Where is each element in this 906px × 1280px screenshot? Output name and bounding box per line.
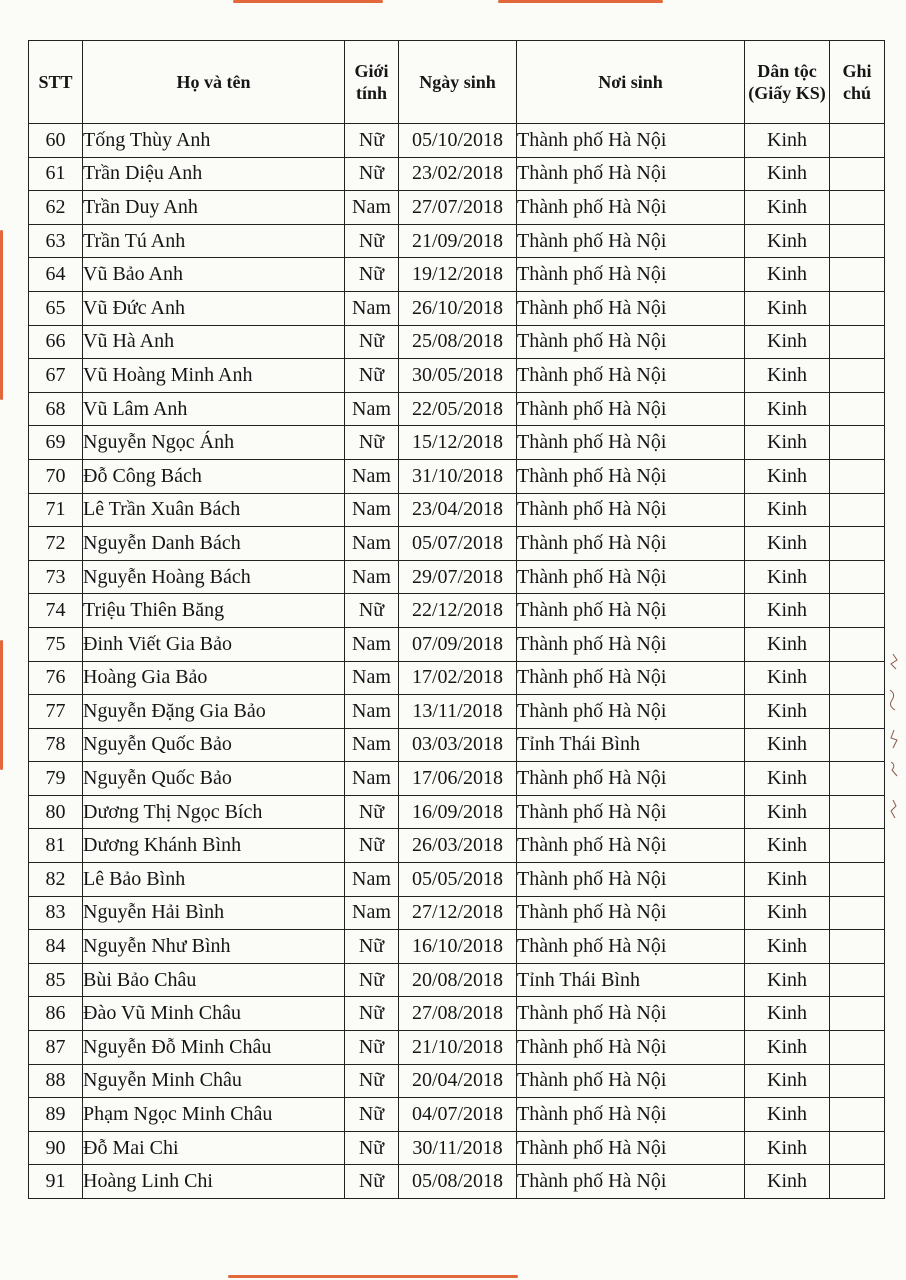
cell-stt: 77 <box>29 695 83 729</box>
table-row <box>29 1165 885 1199</box>
cell-note <box>830 325 885 359</box>
cell-stt: 89 <box>29 1098 83 1132</box>
cell-birthplace: Thành phố Hà Nội <box>517 191 745 225</box>
cell-note <box>830 1064 885 1098</box>
cell-note <box>830 594 885 628</box>
header-name: Họ và tên <box>83 41 345 124</box>
cell-gender: Nữ <box>345 1165 399 1199</box>
cell-dob: 22/05/2018 <box>399 392 517 426</box>
cell-gender: Nam <box>345 527 399 561</box>
cell-ethnicity: Kinh <box>745 157 830 191</box>
cell-gender: Nữ <box>345 795 399 829</box>
cell-dob: 30/11/2018 <box>399 1131 517 1165</box>
cell-gender: Nữ <box>345 829 399 863</box>
cell-name: Đỗ Mai Chi <box>83 1131 345 1165</box>
cell-stt: 68 <box>29 392 83 426</box>
cell-gender: Nữ <box>345 426 399 460</box>
cell-note <box>830 863 885 897</box>
cell-gender: Nữ <box>345 1031 399 1065</box>
cell-birthplace: Thành phố Hà Nội <box>517 426 745 460</box>
header-note: Ghi chú <box>830 41 885 124</box>
cell-name: Nguyễn Ngọc Ánh <box>83 426 345 460</box>
cell-dob: 27/07/2018 <box>399 191 517 225</box>
cell-name: Trần Duy Anh <box>83 191 345 225</box>
cell-name: Vũ Hà Anh <box>83 325 345 359</box>
cell-name: Đào Vũ Minh Châu <box>83 997 345 1031</box>
cell-name: Nguyễn Minh Châu <box>83 1064 345 1098</box>
cell-note <box>830 762 885 796</box>
table-row <box>29 728 885 762</box>
table-row <box>29 661 885 695</box>
cell-birthplace: Thành phố Hà Nội <box>517 762 745 796</box>
cell-dob: 21/09/2018 <box>399 224 517 258</box>
table-header-row <box>29 41 885 124</box>
table-row <box>29 224 885 258</box>
table-row <box>29 527 885 561</box>
cell-birthplace: Thành phố Hà Nội <box>517 1098 745 1132</box>
cell-stt: 73 <box>29 560 83 594</box>
cell-ethnicity: Kinh <box>745 829 830 863</box>
cell-name: Vũ Bảo Anh <box>83 258 345 292</box>
cell-dob: 03/03/2018 <box>399 728 517 762</box>
header-birthplace: Nơi sinh <box>517 41 745 124</box>
cell-name: Nguyễn Quốc Bảo <box>83 762 345 796</box>
table-row <box>29 695 885 729</box>
table-row <box>29 594 885 628</box>
table-row <box>29 1031 885 1065</box>
cell-name: Bùi Bảo Châu <box>83 963 345 997</box>
cell-note <box>830 997 885 1031</box>
cell-name: Nguyễn Quốc Bảo <box>83 728 345 762</box>
cell-birthplace: Thành phố Hà Nội <box>517 359 745 393</box>
cell-gender: Nữ <box>345 594 399 628</box>
table-row <box>29 191 885 225</box>
cell-birthplace: Thành phố Hà Nội <box>517 1131 745 1165</box>
cell-dob: 20/08/2018 <box>399 963 517 997</box>
cell-ethnicity: Kinh <box>745 1131 830 1165</box>
cell-name: Nguyễn Đặng Gia Bảo <box>83 695 345 729</box>
cell-birthplace: Thành phố Hà Nội <box>517 997 745 1031</box>
header-dob: Ngày sinh <box>399 41 517 124</box>
cell-note <box>830 829 885 863</box>
cell-name: Vũ Hoàng Minh Anh <box>83 359 345 393</box>
table-row <box>29 359 885 393</box>
cell-dob: 05/05/2018 <box>399 863 517 897</box>
cell-name: Nguyễn Đỗ Minh Châu <box>83 1031 345 1065</box>
cell-name: Đỗ Công Bách <box>83 459 345 493</box>
cell-gender: Nữ <box>345 1098 399 1132</box>
cell-birthplace: Thành phố Hà Nội <box>517 224 745 258</box>
cell-gender: Nữ <box>345 157 399 191</box>
cell-ethnicity: Kinh <box>745 459 830 493</box>
table-row <box>29 963 885 997</box>
cell-name: Nguyễn Hoàng Bách <box>83 560 345 594</box>
cell-stt: 78 <box>29 728 83 762</box>
page-edge-stripe <box>233 0 383 3</box>
cell-stt: 86 <box>29 997 83 1031</box>
cell-birthplace: Thành phố Hà Nội <box>517 560 745 594</box>
cell-stt: 80 <box>29 795 83 829</box>
cell-gender: Nam <box>345 291 399 325</box>
table-row <box>29 291 885 325</box>
cell-ethnicity: Kinh <box>745 1064 830 1098</box>
cell-dob: 27/12/2018 <box>399 896 517 930</box>
cell-dob: 13/11/2018 <box>399 695 517 729</box>
cell-note <box>830 627 885 661</box>
cell-dob: 30/05/2018 <box>399 359 517 393</box>
table-row <box>29 426 885 460</box>
cell-ethnicity: Kinh <box>745 1031 830 1065</box>
cell-birthplace: Thành phố Hà Nội <box>517 1031 745 1065</box>
cell-gender: Nam <box>345 896 399 930</box>
cell-dob: 05/08/2018 <box>399 1165 517 1199</box>
cell-note <box>830 426 885 460</box>
cell-stt: 70 <box>29 459 83 493</box>
cell-note <box>830 359 885 393</box>
cell-gender: Nam <box>345 191 399 225</box>
cell-stt: 61 <box>29 157 83 191</box>
cell-dob: 23/02/2018 <box>399 157 517 191</box>
cell-birthplace: Thành phố Hà Nội <box>517 1064 745 1098</box>
cell-note <box>830 392 885 426</box>
table-row <box>29 493 885 527</box>
cell-ethnicity: Kinh <box>745 1165 830 1199</box>
cell-gender: Nam <box>345 762 399 796</box>
table-row <box>29 157 885 191</box>
cell-note <box>830 728 885 762</box>
cell-dob: 21/10/2018 <box>399 1031 517 1065</box>
cell-name: Dương Thị Ngọc Bích <box>83 795 345 829</box>
cell-stt: 85 <box>29 963 83 997</box>
cell-birthplace: Tỉnh Thái Bình <box>517 963 745 997</box>
table-row <box>29 930 885 964</box>
cell-birthplace: Thành phố Hà Nội <box>517 392 745 426</box>
page-edge-stripe <box>0 230 3 400</box>
cell-stt: 62 <box>29 191 83 225</box>
cell-name: Hoàng Linh Chi <box>83 1165 345 1199</box>
cell-gender: Nữ <box>345 325 399 359</box>
cell-birthplace: Thành phố Hà Nội <box>517 896 745 930</box>
cell-stt: 83 <box>29 896 83 930</box>
page-edge-stripe <box>498 0 663 3</box>
cell-dob: 31/10/2018 <box>399 459 517 493</box>
cell-note <box>830 291 885 325</box>
cell-note <box>830 1098 885 1132</box>
cell-name: Đinh Viết Gia Bảo <box>83 627 345 661</box>
cell-gender: Nam <box>345 493 399 527</box>
table-row <box>29 392 885 426</box>
cell-name: Nguyễn Danh Bách <box>83 527 345 561</box>
cell-note <box>830 896 885 930</box>
cell-stt: 74 <box>29 594 83 628</box>
header-stt: STT <box>29 41 83 124</box>
cell-gender: Nữ <box>345 963 399 997</box>
cell-birthplace: Thành phố Hà Nội <box>517 258 745 292</box>
cell-ethnicity: Kinh <box>745 661 830 695</box>
table-row <box>29 896 885 930</box>
cell-ethnicity: Kinh <box>745 325 830 359</box>
cell-gender: Nam <box>345 560 399 594</box>
cell-name: Lê Bảo Bình <box>83 863 345 897</box>
cell-stt: 72 <box>29 527 83 561</box>
cell-ethnicity: Kinh <box>745 527 830 561</box>
page-edge-stripe <box>0 640 3 770</box>
cell-gender: Nam <box>345 728 399 762</box>
cell-dob: 25/08/2018 <box>399 325 517 359</box>
cell-birthplace: Thành phố Hà Nội <box>517 661 745 695</box>
cell-stt: 66 <box>29 325 83 359</box>
table-row <box>29 795 885 829</box>
cell-ethnicity: Kinh <box>745 258 830 292</box>
cell-ethnicity: Kinh <box>745 291 830 325</box>
cell-birthplace: Thành phố Hà Nội <box>517 527 745 561</box>
cell-dob: 05/07/2018 <box>399 527 517 561</box>
cell-ethnicity: Kinh <box>745 997 830 1031</box>
cell-note <box>830 930 885 964</box>
cell-gender: Nam <box>345 695 399 729</box>
table-row <box>29 863 885 897</box>
cell-stt: 67 <box>29 359 83 393</box>
cell-stt: 65 <box>29 291 83 325</box>
cell-ethnicity: Kinh <box>745 359 830 393</box>
cell-ethnicity: Kinh <box>745 762 830 796</box>
cell-name: Nguyễn Như Bình <box>83 930 345 964</box>
cell-dob: 29/07/2018 <box>399 560 517 594</box>
cell-note <box>830 459 885 493</box>
cell-birthplace: Thành phố Hà Nội <box>517 493 745 527</box>
cell-note <box>830 963 885 997</box>
cell-ethnicity: Kinh <box>745 728 830 762</box>
cell-note <box>830 560 885 594</box>
cell-birthplace: Thành phố Hà Nội <box>517 291 745 325</box>
cell-name: Trần Tú Anh <box>83 224 345 258</box>
cell-gender: Nữ <box>345 224 399 258</box>
cell-note <box>830 527 885 561</box>
cell-gender: Nam <box>345 863 399 897</box>
cell-ethnicity: Kinh <box>745 963 830 997</box>
table-row <box>29 459 885 493</box>
cell-name: Lê Trần Xuân Bách <box>83 493 345 527</box>
cell-stt: 64 <box>29 258 83 292</box>
cell-ethnicity: Kinh <box>745 224 830 258</box>
cell-stt: 87 <box>29 1031 83 1065</box>
cell-note <box>830 1031 885 1065</box>
cell-dob: 05/10/2018 <box>399 124 517 158</box>
cell-dob: 26/03/2018 <box>399 829 517 863</box>
cell-gender: Nam <box>345 627 399 661</box>
cell-stt: 82 <box>29 863 83 897</box>
cell-gender: Nam <box>345 392 399 426</box>
cell-stt: 88 <box>29 1064 83 1098</box>
cell-stt: 84 <box>29 930 83 964</box>
cell-birthplace: Tỉnh Thái Bình <box>517 728 745 762</box>
table-row <box>29 1131 885 1165</box>
cell-ethnicity: Kinh <box>745 493 830 527</box>
cell-birthplace: Thành phố Hà Nội <box>517 930 745 964</box>
cell-ethnicity: Kinh <box>745 594 830 628</box>
cell-note <box>830 1165 885 1199</box>
cell-ethnicity: Kinh <box>745 1098 830 1132</box>
cell-gender: Nam <box>345 661 399 695</box>
cell-note <box>830 157 885 191</box>
table-row <box>29 124 885 158</box>
header-gender: Giới tính <box>345 41 399 124</box>
table-row <box>29 627 885 661</box>
student-roster-table <box>28 40 885 1199</box>
cell-note <box>830 224 885 258</box>
cell-note <box>830 258 885 292</box>
cell-name: Trần Diệu Anh <box>83 157 345 191</box>
cell-ethnicity: Kinh <box>745 124 830 158</box>
cell-dob: 16/10/2018 <box>399 930 517 964</box>
cell-birthplace: Thành phố Hà Nội <box>517 863 745 897</box>
cell-note <box>830 124 885 158</box>
cell-note <box>830 1131 885 1165</box>
cell-dob: 27/08/2018 <box>399 997 517 1031</box>
cell-birthplace: Thành phố Hà Nội <box>517 157 745 191</box>
cell-dob: 04/07/2018 <box>399 1098 517 1132</box>
cell-note <box>830 795 885 829</box>
cell-name: Vũ Lâm Anh <box>83 392 345 426</box>
table-row <box>29 325 885 359</box>
cell-gender: Nữ <box>345 1064 399 1098</box>
cell-name: Triệu Thiên Băng <box>83 594 345 628</box>
cell-gender: Nữ <box>345 930 399 964</box>
cell-ethnicity: Kinh <box>745 863 830 897</box>
table-row <box>29 997 885 1031</box>
table-row <box>29 560 885 594</box>
table-row <box>29 829 885 863</box>
cell-dob: 16/09/2018 <box>399 795 517 829</box>
cell-dob: 15/12/2018 <box>399 426 517 460</box>
cell-birthplace: Thành phố Hà Nội <box>517 795 745 829</box>
cell-name: Tống Thùy Anh <box>83 124 345 158</box>
cell-note <box>830 191 885 225</box>
cell-ethnicity: Kinh <box>745 930 830 964</box>
cell-gender: Nữ <box>345 258 399 292</box>
cell-ethnicity: Kinh <box>745 426 830 460</box>
cell-birthplace: Thành phố Hà Nội <box>517 829 745 863</box>
cell-birthplace: Thành phố Hà Nội <box>517 325 745 359</box>
cell-dob: 20/04/2018 <box>399 1064 517 1098</box>
cell-note <box>830 695 885 729</box>
cell-ethnicity: Kinh <box>745 191 830 225</box>
cell-stt: 71 <box>29 493 83 527</box>
cell-stt: 90 <box>29 1131 83 1165</box>
cell-gender: Nữ <box>345 997 399 1031</box>
cell-dob: 17/06/2018 <box>399 762 517 796</box>
cell-ethnicity: Kinh <box>745 392 830 426</box>
table-row <box>29 762 885 796</box>
cell-name: Nguyễn Hải Bình <box>83 896 345 930</box>
cell-stt: 79 <box>29 762 83 796</box>
cell-birthplace: Thành phố Hà Nội <box>517 459 745 493</box>
cell-name: Hoàng Gia Bảo <box>83 661 345 695</box>
cell-dob: 17/02/2018 <box>399 661 517 695</box>
cell-stt: 63 <box>29 224 83 258</box>
cell-dob: 19/12/2018 <box>399 258 517 292</box>
cell-gender: Nữ <box>345 1131 399 1165</box>
cell-stt: 69 <box>29 426 83 460</box>
table-row <box>29 1098 885 1132</box>
cell-dob: 07/09/2018 <box>399 627 517 661</box>
cell-gender: Nữ <box>345 359 399 393</box>
table-row <box>29 1064 885 1098</box>
cell-ethnicity: Kinh <box>745 896 830 930</box>
cell-name: Phạm Ngọc Minh Châu <box>83 1098 345 1132</box>
cell-note <box>830 661 885 695</box>
header-ethnicity: Dân tộc (Giấy KS) <box>745 41 830 124</box>
cell-stt: 76 <box>29 661 83 695</box>
cell-birthplace: Thành phố Hà Nội <box>517 594 745 628</box>
cell-stt: 75 <box>29 627 83 661</box>
cell-birthplace: Thành phố Hà Nội <box>517 124 745 158</box>
cell-dob: 26/10/2018 <box>399 291 517 325</box>
cell-gender: Nam <box>345 459 399 493</box>
margin-handwriting-mark <box>884 650 902 830</box>
cell-stt: 60 <box>29 124 83 158</box>
cell-stt: 91 <box>29 1165 83 1199</box>
cell-gender: Nữ <box>345 124 399 158</box>
cell-dob: 23/04/2018 <box>399 493 517 527</box>
cell-name: Vũ Đức Anh <box>83 291 345 325</box>
cell-ethnicity: Kinh <box>745 560 830 594</box>
cell-dob: 22/12/2018 <box>399 594 517 628</box>
cell-ethnicity: Kinh <box>745 627 830 661</box>
cell-birthplace: Thành phố Hà Nội <box>517 627 745 661</box>
cell-stt: 81 <box>29 829 83 863</box>
cell-ethnicity: Kinh <box>745 795 830 829</box>
cell-birthplace: Thành phố Hà Nội <box>517 1165 745 1199</box>
page-edge-stripe <box>228 1275 518 1278</box>
cell-birthplace: Thành phố Hà Nội <box>517 695 745 729</box>
cell-ethnicity: Kinh <box>745 695 830 729</box>
cell-name: Dương Khánh Bình <box>83 829 345 863</box>
cell-note <box>830 493 885 527</box>
table-row <box>29 258 885 292</box>
